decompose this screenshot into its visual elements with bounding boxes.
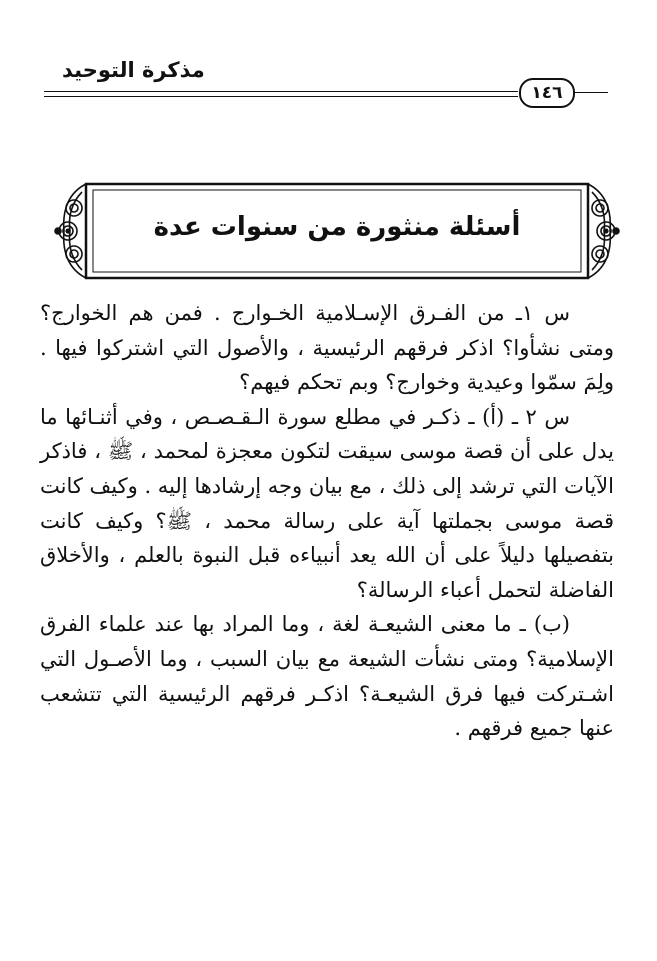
- question-2a: س ٢ ـ (أ) ـ ذكـر في مطلع سورة الـقـصـص ، وفي أثنـائها ما يدل على أن قصة موسى سيقت لتكون معجزة لمحمد ، ﷺ ، فاذكر الآيات التي ترشد إلى ذلك ، مع بيان وجه إرشادها إليه . وكيف كانت قصة موسى بجملتها آية على رسالة محمد ، ﷺ؟ وكيف كانت بتفصيلها دليلاً على أن الله يعد أنبياءه قبل النبوة بالعلم ، والأخلاق الفاضلة لتحمل أعباء الرسالة؟: [40, 404, 614, 602]
- header-rule-top: [44, 91, 518, 92]
- section-title: أسئلة منثورة من سنوات عدة: [153, 212, 521, 242]
- question-1: س ١ـ من الفـرق الإسـلامية الخـوارج . فمن هم الخوارج؟ ومتى نشأوا؟ اذكر فرقهم الرئيسية ، والأصول التي اشتركوا فيها . ولِمَ سمّوا وعيدية وخوارج؟ وبم تحكم فيهم؟: [40, 301, 614, 395]
- question-list: [40, 296, 614, 746]
- header-rule-bottom: [44, 96, 518, 97]
- page-number: ١٤٦: [519, 78, 575, 108]
- header-title: مذكرة التوحيد: [62, 58, 205, 82]
- question-2b: (ب) ـ ما معنى الشيعـة لغة ، وما المراد بها عند علماء الفرق الإسلامية؟ ومتى نشأت الشيعة مع بيان السبب ، وما الأصـول التي اشـتركت فيها فرق الشيعـة؟ اذكـر فرقهم الرئيسية التي تتشعب عنها جميع فرقهم .: [40, 612, 614, 741]
- header-rule-right: [572, 92, 608, 93]
